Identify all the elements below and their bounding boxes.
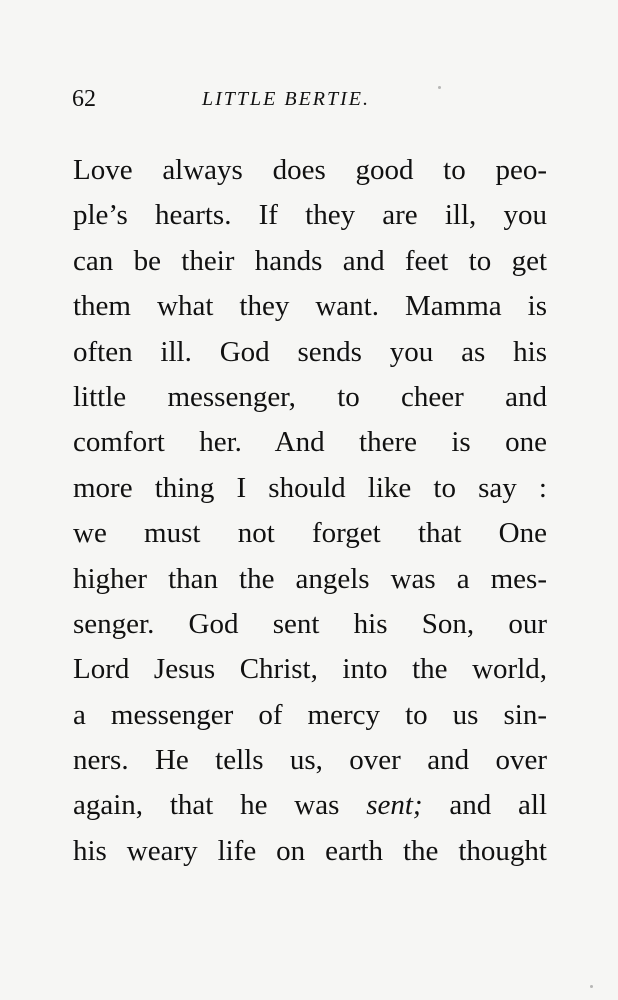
text-line: them what they want. Mamma is <box>73 290 547 323</box>
text-line: ple’s hearts. If they are ill, you <box>73 199 547 232</box>
text-line: Lord Jesus Christ, into the world, <box>73 653 547 686</box>
text-line: Love always does good to peo- <box>73 154 547 186</box>
text-line: more thing I should like to say : <box>73 471 547 504</box>
text-line-with-emphasis <box>73 783 547 828</box>
emphasized-word: sent; <box>366 789 423 822</box>
paper-speck <box>438 86 441 89</box>
line-text-after-emphasis: and all <box>422 789 548 822</box>
body-text <box>73 148 547 874</box>
text-line: often ill. God sends you as his <box>73 335 547 368</box>
paper-speck <box>590 985 593 988</box>
text-line: his weary life on earth the thought <box>73 834 547 867</box>
page-number: 62 <box>72 86 96 112</box>
text-line: little messenger, to cheer and <box>73 380 547 413</box>
text-line: a messenger of mercy to us sin- <box>73 698 547 731</box>
text-line: senger. God sent his Son, our <box>73 607 547 640</box>
text-line: higher than the angels was a mes- <box>73 562 547 595</box>
text-line: can be their hands and feet to get <box>73 244 547 277</box>
text-line: we must not forget that One <box>73 517 547 550</box>
text-line: comfort her. And there is one <box>73 426 547 459</box>
page-header <box>72 86 546 120</box>
line-text-before-emphasis: again, that he was <box>73 789 367 822</box>
text-line: ners. He tells us, over and over <box>73 744 547 777</box>
running-title: LITTLE BERTIE. <box>202 88 371 110</box>
